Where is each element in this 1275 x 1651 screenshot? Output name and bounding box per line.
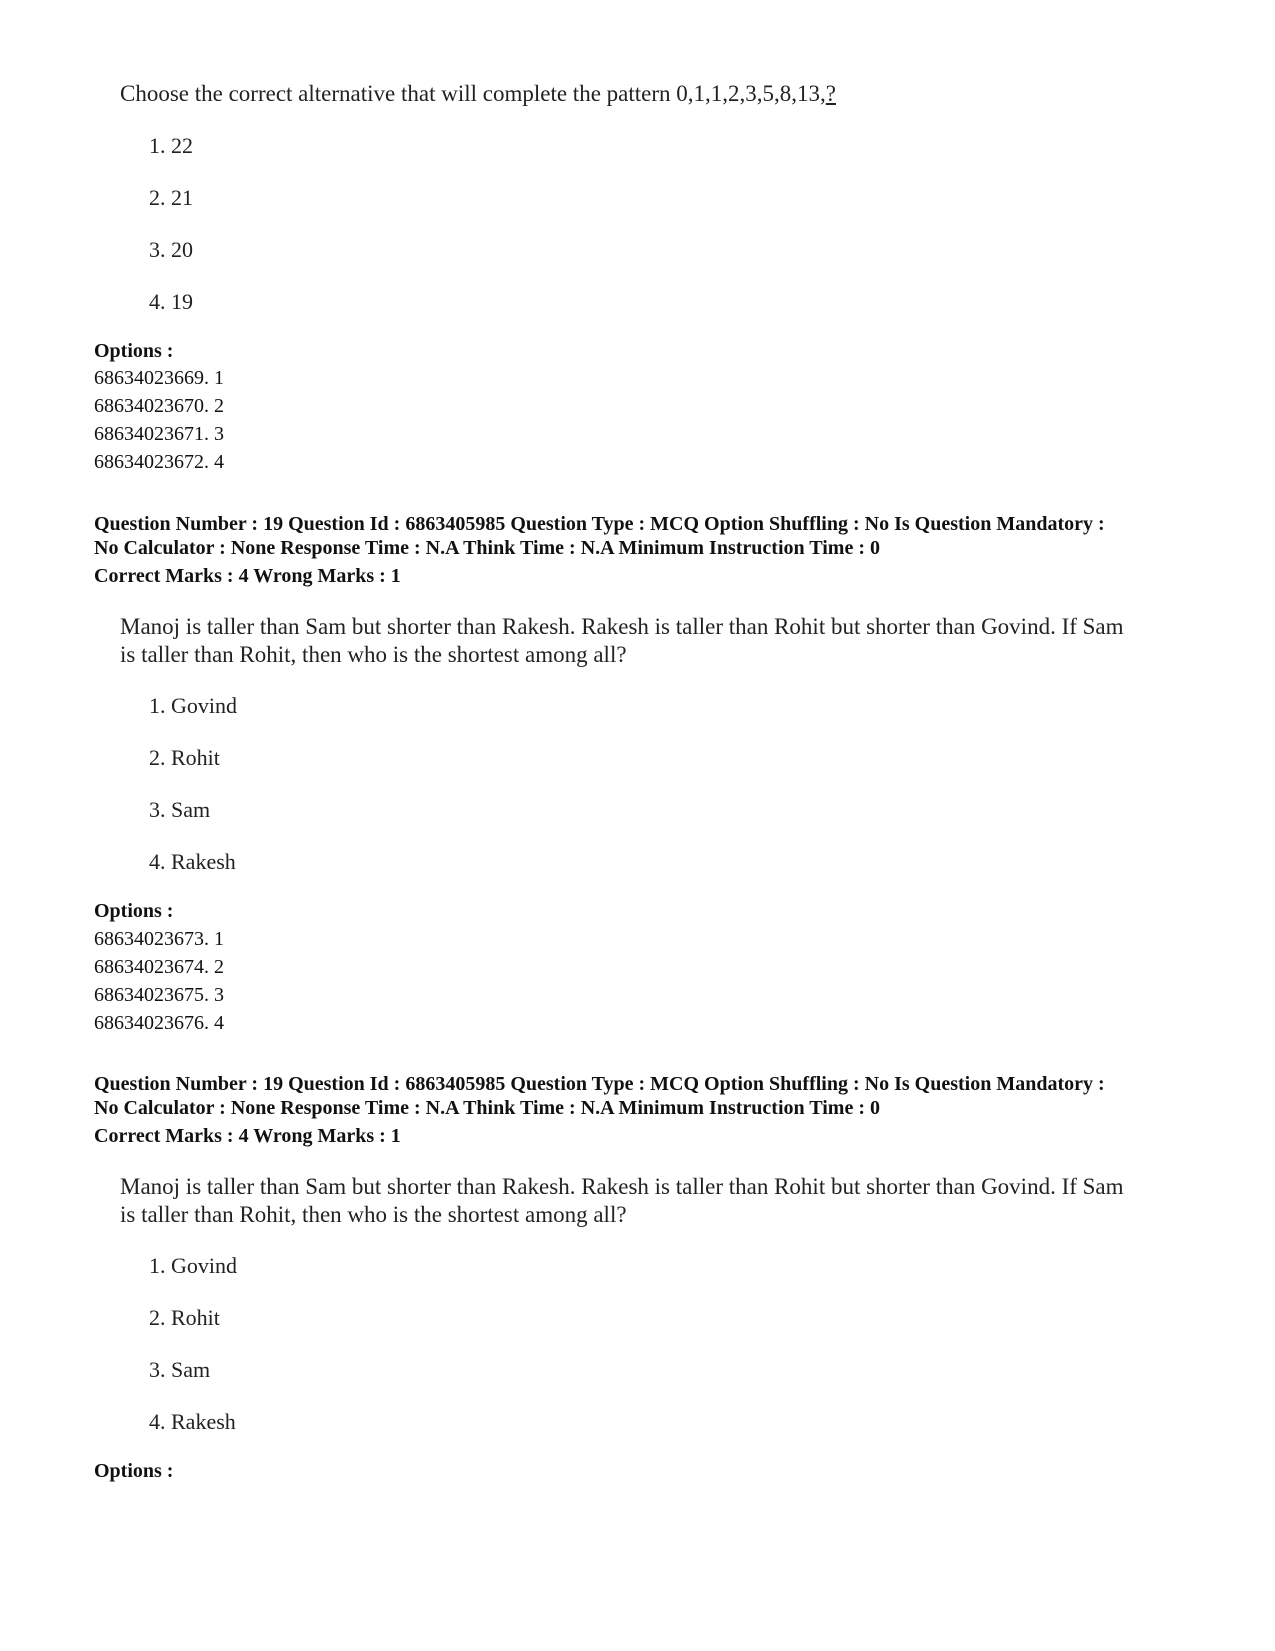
question-text-line: is taller than Rohit, then who is the shortest among all? — [120, 642, 627, 667]
question-text-line: is taller than Rohit, then who is the shortest among all? — [120, 1202, 627, 1227]
choice-item: 3. 20 — [149, 237, 193, 262]
option-id: 68634023669. 1 — [94, 367, 224, 389]
option-id: 68634023672. 4 — [94, 451, 224, 473]
question-meta-line: Question Number : 19 Question Id : 6863405985 Question Type : MCQ Option Shuffling : No Is Question Mandatory : — [94, 1073, 1105, 1095]
question-meta — [94, 512, 1214, 560]
question-meta-line: No Calculator : None Response Time : N.A Think Time : N.A Minimum Instruction Time : 0 — [94, 537, 880, 559]
choice-item: 1. Govind — [149, 1253, 237, 1278]
choice-item: 1. Govind — [149, 693, 237, 718]
option-id: 68634023674. 2 — [94, 956, 224, 978]
question-text-line: Manoj is taller than Sam but shorter than Rakesh. Rakesh is taller than Rohit but shorter than Govind. If Sam — [120, 1174, 1124, 1199]
option-id: 68634023670. 2 — [94, 395, 224, 417]
choice-item: 3. Sam — [149, 1357, 211, 1382]
choice-item: 2. Rohit — [149, 1305, 220, 1330]
options-label: Options : — [94, 900, 174, 922]
question-meta — [94, 1072, 1214, 1120]
options-label: Options : — [94, 340, 174, 362]
choice-item: 2. 21 — [149, 185, 193, 210]
question-text-body: Choose the correct alternative that will complete the pattern 0,1,1,2,3,5,8,13, — [120, 81, 826, 106]
choice-item: 2. Rohit — [149, 745, 220, 770]
question-meta-line: No Calculator : None Response Time : N.A Think Time : N.A Minimum Instruction Time : 0 — [94, 1097, 880, 1119]
choice-item: 3. Sam — [149, 797, 211, 822]
question-meta-line: Question Number : 19 Question Id : 6863405985 Question Type : MCQ Option Shuffling : No Is Question Mandatory : — [94, 513, 1105, 535]
marks-line: Correct Marks : 4 Wrong Marks : 1 — [94, 565, 401, 587]
question-text-line: Manoj is taller than Sam but shorter than Rakesh. Rakesh is taller than Rohit but shorter than Govind. If Sam — [120, 614, 1124, 639]
question-text — [120, 1173, 1180, 1229]
option-id: 68634023675. 3 — [94, 984, 224, 1006]
option-id: 68634023673. 1 — [94, 928, 224, 950]
choice-item: 4. Rakesh — [149, 1409, 236, 1434]
question-text — [120, 613, 1180, 669]
question-blank: ? — [825, 81, 836, 106]
choice-item: 4. Rakesh — [149, 849, 236, 874]
options-label: Options : — [94, 1460, 174, 1482]
option-id: 68634023671. 3 — [94, 423, 224, 445]
option-id: 68634023676. 4 — [94, 1012, 224, 1034]
choice-item: 4. 19 — [149, 289, 193, 314]
question-text — [120, 80, 1180, 108]
marks-line: Correct Marks : 4 Wrong Marks : 1 — [94, 1125, 401, 1147]
choice-item: 1. 22 — [149, 133, 193, 158]
